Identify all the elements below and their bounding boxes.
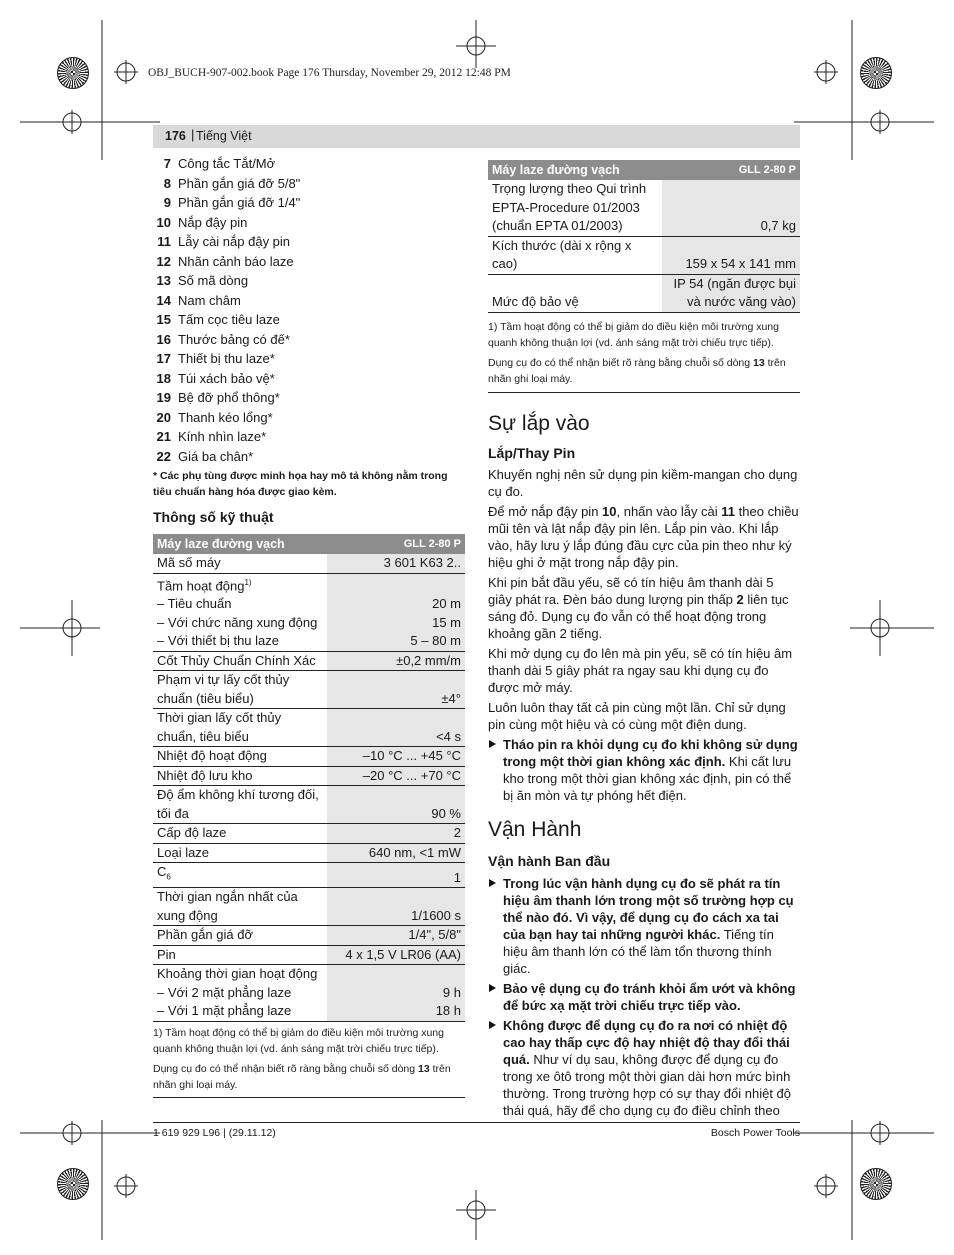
table-row: Khoảng thời gian hoạt động – Với 2 mặt phẳng laze – Với 1 mặt phẳng laze 9 h 18 h bbox=[153, 965, 465, 1022]
list-item: 12 Nhãn cảnh báo laze bbox=[156, 253, 294, 269]
table-row: Mức độ bảo vệ IP 54 (ngăn được bụi và nước văng vào) bbox=[488, 274, 800, 312]
table-row: Phần gắn giá đỡ 1/4", 5/8" bbox=[153, 926, 465, 946]
bullet-triangle-icon bbox=[489, 1021, 496, 1029]
footnote-serial: Dụng cụ đo có thể nhận biết rõ ràng bằng chuỗi số dòng 13 trên nhãn ghi loại máy. bbox=[488, 356, 786, 385]
subheading-battery: Lắp/Thay Pin bbox=[488, 445, 576, 461]
list-item: 19 Bệ đỡ phổ thông* bbox=[156, 390, 280, 405]
column-header: Máy laze đường vạch bbox=[488, 160, 662, 180]
list-item: 8 Phần gắn giá đỡ 5/8" bbox=[163, 175, 301, 191]
right-specs-table bbox=[488, 160, 800, 313]
print-slug: OBJ_BUCH-907-002.book Page 176 Thursday, November 29, 2012 12:48 PM bbox=[148, 67, 511, 79]
table-row: Tầm hoạt động$^{1)}$ – Tiêu chuẩn – Với chức năng xung động – Với thiết bị thu laze 20 m 15 m 5 – 80 m bbox=[153, 573, 465, 651]
table-row: $C_6$ 1 bbox=[153, 863, 465, 888]
footer-brand: Bosch Power Tools bbox=[710, 1127, 800, 1139]
table-row: Thời gian lấy cốt thủy chuẩn, tiêu biểu <4 s bbox=[153, 709, 465, 747]
table-row: Độ ẩm không khí tương đối, tối đa 90 % bbox=[153, 786, 465, 824]
footnote-range: 1) Tầm hoạt động có thể bị giảm do điều kiện môi trường xung quanh không thuận lợi (vd. ánh sáng mặt trời chiếu trực tiếp). bbox=[153, 1026, 444, 1056]
table-header-row bbox=[153, 534, 465, 554]
footnote-range: 1) Tầm hoạt động có thể bị giảm do điều kiện môi trường xung quanh không thuận lợi (vd. ánh sáng mặt trời chiếu trực tiếp). bbox=[488, 320, 779, 349]
list-item: 22 Giá ba chân* bbox=[156, 448, 254, 464]
header-separator: | bbox=[191, 127, 195, 142]
list-item: 14 Nam châm bbox=[156, 292, 241, 308]
color-rosette-top-right bbox=[860, 57, 892, 89]
column-header: Máy laze đường vạch bbox=[153, 534, 327, 554]
column-header-model: GLL 2-80 P bbox=[662, 160, 800, 180]
paragraph: Khuyến nghị nên sử dụng pin kiềm-mangan cho dụng cụ đo. bbox=[488, 467, 798, 499]
right-specs-notes bbox=[488, 319, 800, 393]
warning-bullet: Trong lúc vận hành dụng cụ đo sẽ phát ra tín hiệu âm thanh lớn trong một số trường hợp cụ thể nào đó. Vì vậy, để dụng cụ đo cách xa tai của bạn hay tai những người khác. Tiếng tín hiệu âm thanh lớn có thể làm tổn thương thính giác. bbox=[488, 875, 800, 977]
assembly-body bbox=[488, 466, 800, 807]
column-header-model: GLL 2-80 P bbox=[327, 534, 465, 554]
table-row: Mã số máy 3 601 K63 2.. bbox=[153, 554, 465, 573]
page-number: 176 bbox=[165, 129, 186, 143]
footer-doc-number: 1 619 929 L96 | (29.11.12) bbox=[153, 1127, 276, 1139]
table-row: Cấp độ laze 2 bbox=[153, 824, 465, 844]
list-item: 16 Thước bảng có đế* bbox=[156, 331, 290, 347]
running-header bbox=[153, 125, 800, 148]
operation-body bbox=[488, 875, 800, 1122]
color-rosette-top-left bbox=[57, 57, 89, 89]
warning-bullet: Không được để dụng cụ đo ra nơi có nhiệt độ cao hay thấp cực độ hay nhiệt độ thay đổi thái quá. Như ví dụ sau, không được để dụng cụ đo trong xe ôtô trong một thời gian dài hơn mức bình thường. Trong trường hợp có sự thay đổi nhiệt độ thái quá, hãy để cho dụng cụ đo điều chỉnh theo bbox=[488, 1017, 800, 1119]
parts-list bbox=[153, 154, 473, 466]
list-item: 13 Số mã dòng bbox=[156, 273, 249, 288]
table-row: Pin 4 x 1,5 V LR06 (AA) bbox=[153, 945, 465, 965]
specs-table-block bbox=[153, 534, 465, 1098]
right-specs-block bbox=[488, 160, 800, 393]
color-rosette-bottom-left bbox=[57, 1168, 89, 1200]
paragraph: Để mở nắp đậy pin 10, nhấn vào lẫy cài 11 theo chiều mũi tên và lật nắp đậy pin lên. Lắp pin vào. Khi lắp vào, hãy lưu ý lắp đúng đầu cực của pin theo như ký hiệu ghi ở mặt trong nắp đậy pin. bbox=[488, 504, 799, 570]
color-rosette-bottom-right bbox=[860, 1168, 892, 1200]
list-item: 9 Phần gắn giá đỡ 1/4" bbox=[163, 195, 301, 210]
header-language: Tiếng Việt bbox=[196, 129, 252, 143]
warning-bullet: Bảo vệ dụng cụ đo tránh khỏi ẩm ướt và không để bức xạ mặt trời chiếu trực tiếp vào. bbox=[488, 980, 800, 1014]
list-item: 18 Túi xách bảo vệ* bbox=[156, 370, 275, 386]
bullet-triangle-icon bbox=[489, 879, 496, 887]
table-row: Phạm vi tự lấy cốt thủy chuẩn (tiêu biểu) ±4° bbox=[153, 671, 465, 709]
list-item: 7 Công tắc Tắt/Mở bbox=[163, 156, 276, 171]
table-row: Nhiệt độ hoạt động –10 °C ... +45 °C bbox=[153, 747, 465, 767]
bullet-triangle-icon bbox=[489, 740, 496, 748]
accessories-footnote: * Các phụ tùng được minh họa hay mô tả không nằm trong tiêu chuẩn hàng hóa được giao kèm. bbox=[153, 470, 448, 498]
paragraph: Luôn luôn thay tất cả pin cùng một lần. Chỉ sử dụng pin cùng một hiệu và có cùng một điện dung. bbox=[488, 700, 786, 732]
list-item: 15 Tấm cọc tiêu laze bbox=[156, 312, 280, 327]
table-row: Cốt Thủy Chuẩn Chính Xác ±0,2 mm/m bbox=[153, 651, 465, 671]
list-item: 20 Thanh kéo lổng* bbox=[156, 409, 273, 425]
table-row: Nhiệt độ lưu kho –20 °C ... +70 °C bbox=[153, 766, 465, 786]
list-item: 11 Lẫy cài nắp đậy pin bbox=[157, 234, 291, 249]
footer-rule bbox=[153, 1122, 800, 1123]
section-heading-operation: Vận Hành bbox=[488, 818, 582, 841]
list-item: 21 Kính nhìn laze* bbox=[156, 429, 267, 444]
warning-bullet: Tháo pin ra khỏi dụng cụ đo khi không sử dụng trong một thời gian không xác định. Khi cất lưu kho trong một thời gian không xác định, pin có thể bị ăn mòn và tự phóng hết điện. bbox=[488, 736, 800, 804]
table-row: Kích thước (dài x rộng x cao) 159 x 54 x 141 mm bbox=[488, 236, 800, 274]
table-header-row bbox=[488, 160, 800, 180]
table-row: Thời gian ngắn nhất của xung động 1/1600 s bbox=[153, 888, 465, 926]
list-item: 10 Nắp đậy pin bbox=[156, 214, 248, 230]
bullet-triangle-icon bbox=[489, 984, 496, 992]
table-row: Trọng lượng theo Qui trình EPTA-Procedure 01/2003 (chuẩn EPTA 01/2003) 0,7 kg bbox=[488, 180, 800, 236]
section-heading-assembly: Sự lắp vào bbox=[488, 412, 590, 435]
table-row: Loại laze 640 nm, <1 mW bbox=[153, 843, 465, 863]
footnote-serial: Dụng cụ đo có thể nhận biết rõ ràng bằng chuỗi số dòng 13 trên nhãn ghi loại máy. bbox=[153, 1062, 451, 1092]
list-item: 17 Thiết bị thu laze* bbox=[156, 351, 275, 366]
specs-table bbox=[153, 534, 465, 1022]
paragraph: Khi pin bắt đầu yếu, sẽ có tín hiệu âm thanh dài 5 giây phát ra. Đèn báo dung lượng pin thấp 2 liên tục sáng đỏ. Dụng cụ đo vẫn có thể hoạt động trong khoảng gần 2 tiếng. bbox=[488, 575, 789, 641]
specs-notes bbox=[153, 1025, 465, 1098]
specs-heading: Thông số kỹ thuật bbox=[153, 509, 274, 525]
paragraph: Khi mở dụng cụ đo lên mà pin yếu, sẽ có tín hiệu âm thanh dài 5 giây phát ra ngay sau khi dụng cụ đo được mở máy. bbox=[488, 646, 793, 695]
subheading-startup: Vận hành Ban đầu bbox=[488, 853, 611, 869]
